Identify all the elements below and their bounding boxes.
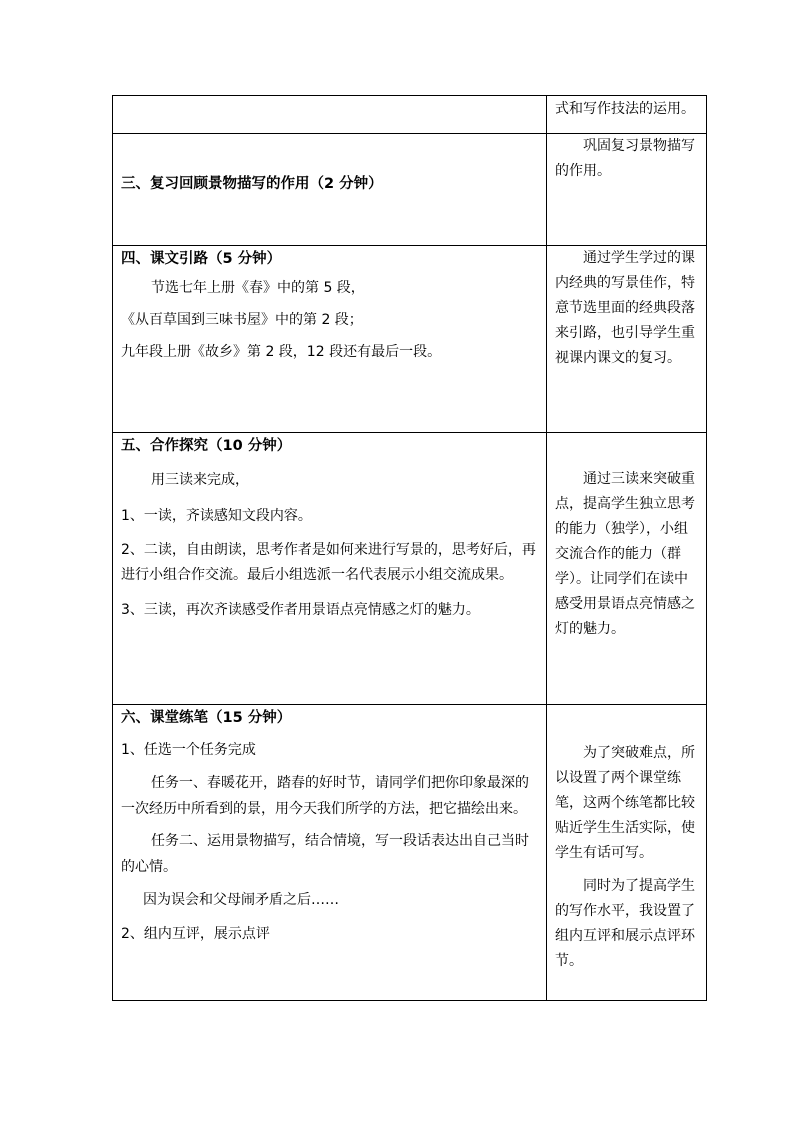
section-heading: 五、合作探究（10 分钟） xyxy=(121,438,292,454)
main-cell xyxy=(113,246,547,433)
paragraph: 九年段上册《故乡》第 2 段，12 段还有最后一段。 xyxy=(121,344,442,360)
paragraph: 任务二、运用景物描写，结合情境，写一段话表达出自己当时的心情。 xyxy=(121,833,529,875)
section-heading: 三、复习回顾景物描写的作用（2 分钟） xyxy=(121,176,383,192)
table-row xyxy=(113,705,707,1001)
table-row xyxy=(113,246,707,433)
main-cell xyxy=(113,134,547,246)
side-cell xyxy=(547,246,707,433)
section-heading: 四、课文引路（5 分钟） xyxy=(121,251,282,267)
paragraph: 因为误会和父母闹矛盾之后…… xyxy=(143,892,339,908)
paragraph: 2、二读，自由朗读，思考作者是如何来进行写景的，思考好后，再进行小组合作交流。最后小组选派一名代表展示小组交流成果。 xyxy=(121,542,536,583)
side-text: 式和写作技法的运用。 xyxy=(555,101,695,117)
table-row xyxy=(113,433,707,705)
main-cell xyxy=(113,96,547,134)
section-heading: 六、课堂练笔（15 分钟） xyxy=(121,710,292,726)
paragraph: 节选七年上册《春》中的第 5 段， xyxy=(151,280,365,296)
side-cell xyxy=(547,96,707,134)
table-row xyxy=(113,134,707,246)
side-text: 通过学生学过的课内经典的写景佳作，特意节选里面的经典段落来引路，也引导学生重视课内课文的复习。 xyxy=(555,250,695,366)
side-text: 巩固复习景物描写的作用。 xyxy=(555,138,695,179)
side-cell xyxy=(547,705,707,1001)
paragraph: 1、任选一个任务完成 xyxy=(121,742,256,758)
main-cell xyxy=(113,433,547,705)
lesson-plan-table xyxy=(112,95,707,1001)
paragraph: 任务一、春暖花开，踏春的好时节，请同学们把你印象最深的一次经历中所看到的景，用今天我们所学的方法，把它描绘出来。 xyxy=(121,775,529,817)
paragraph: 3、三读，再次齐读感受作者用景语点亮情感之灯的魅力。 xyxy=(121,602,480,618)
side-cell xyxy=(547,433,707,705)
table-row xyxy=(113,96,707,134)
side-cell xyxy=(547,134,707,246)
paragraph: 用三读来完成， xyxy=(151,472,249,488)
side-text: 同时为了提高学生的写作水平，我设置了组内互评和展示点评环节。 xyxy=(555,878,695,969)
paragraph: 《从百草国到三味书屋》中的第 2 段； xyxy=(121,312,363,328)
side-text: 为了突破难点，所以设置了两个课堂练笔，这两个练笔都比较贴近学生生活实际，使学生有话可写。 xyxy=(555,745,695,861)
paragraph: 2、组内互评，展示点评 xyxy=(121,926,270,942)
side-text: 通过三读来突破重点，提高学生独立思考的能力（独学），小组交流合作的能力（群学）。让同学们在读中感受用景语点亮情感之灯的魅力。 xyxy=(555,471,695,637)
main-cell xyxy=(113,705,547,1001)
paragraph: 1、一读，齐读感知文段内容。 xyxy=(121,508,312,524)
